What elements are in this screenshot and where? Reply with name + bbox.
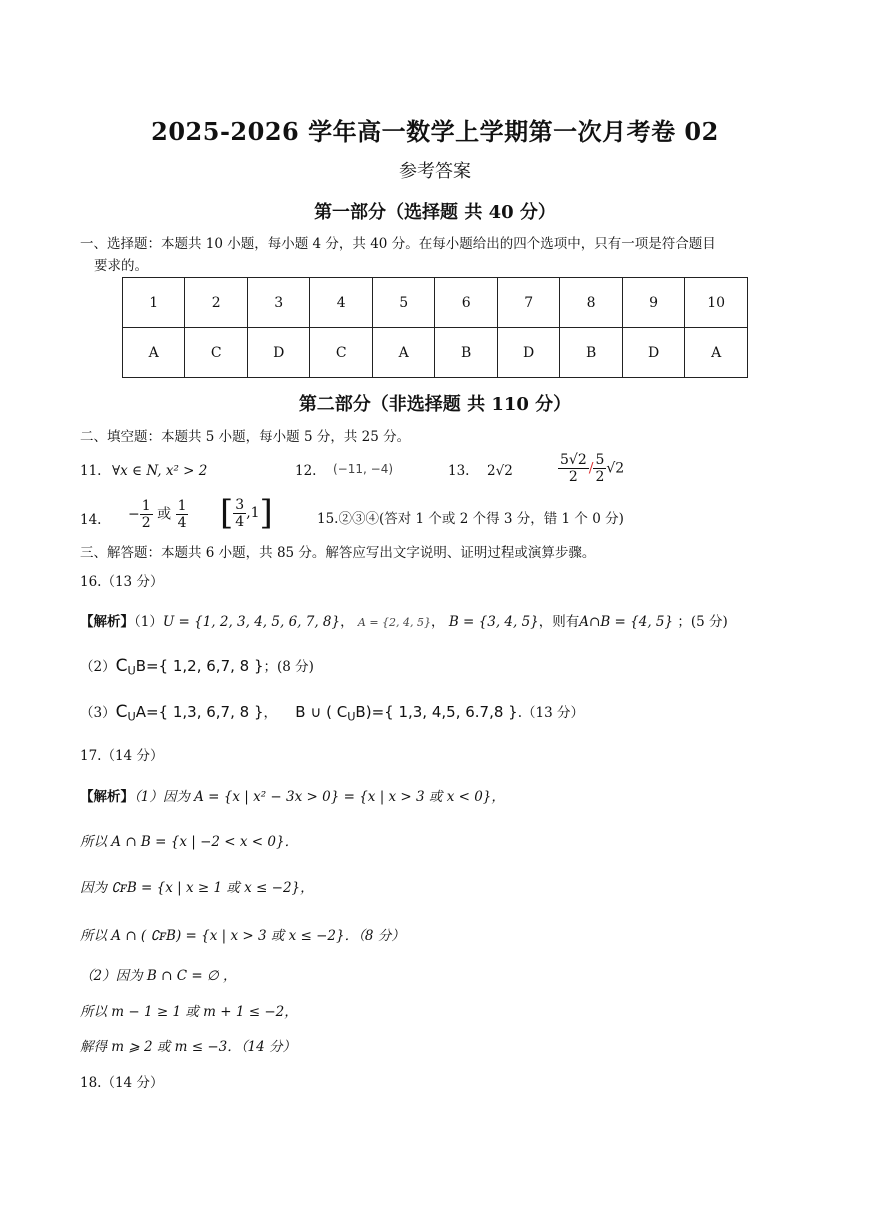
q16-part3: $(3)C_UA=${ 1,3, 6,7, 8 }， B ∪ ( $C_UB)=${ 1,3, 4,5, 6.7,8 }.（13 分） [80, 702, 584, 724]
q14-number: 14. [80, 512, 102, 528]
q13-number: 13. [448, 463, 470, 479]
answer-cell: B [560, 328, 622, 378]
question-number-cell: 8 [560, 278, 622, 328]
q14-answer-second: [ $\frac{3}{4}$ ,1] [220, 493, 273, 533]
question-number-cell: 1 [123, 278, 185, 328]
q18-heading: 18.（14 分） [80, 1075, 164, 1091]
answer-cell: D [247, 328, 309, 378]
page-title: 2025-2026 学年高一数学上学期第一次月考卷 02 [151, 117, 719, 146]
answer-cell: A [685, 328, 748, 378]
answer-cell: B [435, 328, 497, 378]
answer-table [122, 277, 748, 378]
question-number-cell: 5 [372, 278, 434, 328]
answer-cell: D [622, 328, 684, 378]
choice-instructions-line1: 一、选择题：本题共 10 小题，每小题 4 分，共 40 分。在每小题给出的四个选项中，只有一项是符合题目 [80, 236, 716, 252]
fill-instructions: 二、填空题：本题共 5 小题，每小题 5 分，共 25 分。 [80, 429, 411, 445]
q12-answer: (−11, −4) [333, 462, 394, 476]
q17-line2: 所以 A ∩ B = {x | −2 < x < 0}． [80, 834, 299, 850]
answer-cell: A [123, 328, 185, 378]
question-number-cell: 3 [247, 278, 309, 328]
question-number-cell: 2 [185, 278, 247, 328]
solve-instructions: 三、解答题：本题共 6 小题，共 85 分。解答应写出文字说明、证明过程或演算步骤。 [80, 545, 596, 561]
question-number-cell: 4 [310, 278, 372, 328]
q13-answer-first: 2√2 [487, 463, 513, 479]
q15-answer: 15.②③④(答对 1 个或 2 个得 3 分，错 1 个 0 分) [317, 511, 624, 527]
answer-cell: C [185, 328, 247, 378]
page-subtitle: 参考答案 [399, 161, 471, 182]
answer-cell: C [310, 328, 372, 378]
q17-line5: （2）因为 B ∩ C = ∅ ， [80, 968, 237, 984]
question-number-cell: 7 [497, 278, 559, 328]
q17-line4: 所以 A ∩ ( ∁ꜰB) = {x | x > 3 或 x ≤ −2}．（8 分） [80, 928, 405, 944]
q17-line1: 【解析】（1）因为 A = {x | x² − 3x > 0} = {x | x > 3 或 x < 0}， [80, 789, 505, 805]
q17-line7: 解得 m ⩾ 2 或 m ≤ −3．（14 分） [80, 1039, 296, 1055]
q11-answer: ∀x ∈ N, x² > 2 [112, 463, 208, 479]
q14-answer-first: − $\frac{1}{2}$ 或 $\frac{1}{4}$ [128, 498, 187, 531]
q16-heading: 16.（13 分） [80, 574, 164, 590]
q17-heading: 17.（14 分） [80, 748, 164, 764]
q11-number: 11. [80, 463, 102, 479]
answer-table-number-row [123, 278, 748, 328]
answer-cell: A [372, 328, 434, 378]
part1-heading: 第一部分（选择题 共 40 分） [314, 202, 556, 223]
q16-part1: 【解析】（1）U = {1, 2, 3, 4, 5, 6, 7, 8}， A = {2, 4, 5}， B = {3, 4, 5}，则有A∩B = {4, 5} ；(5 分) [80, 614, 728, 630]
answer-cell: D [497, 328, 559, 378]
answer-table-answer-row [123, 328, 748, 378]
question-number-cell: 9 [622, 278, 684, 328]
question-number-cell: 6 [435, 278, 497, 328]
q13-answer-second: $\frac{5√2}{2}$ / $\frac{5}{2}$ √2 [560, 452, 625, 485]
question-number-cell: 10 [685, 278, 748, 328]
q17-line6: 所以 m − 1 ≥ 1 或 m + 1 ≤ −2， [80, 1004, 298, 1020]
q12-number: 12. [295, 463, 317, 479]
part2-heading: 第二部分（非选择题 共 110 分） [298, 394, 572, 415]
q16-part2: $(2)C_UB=${ 1,2, 6,7, 8 }；(8 分) [80, 656, 314, 678]
choice-instructions-line2: 要求的。 [94, 258, 148, 274]
q17-line3: 因为 ∁ꜰB = {x | x ≥ 1 或 x ≤ −2}， [80, 880, 314, 896]
